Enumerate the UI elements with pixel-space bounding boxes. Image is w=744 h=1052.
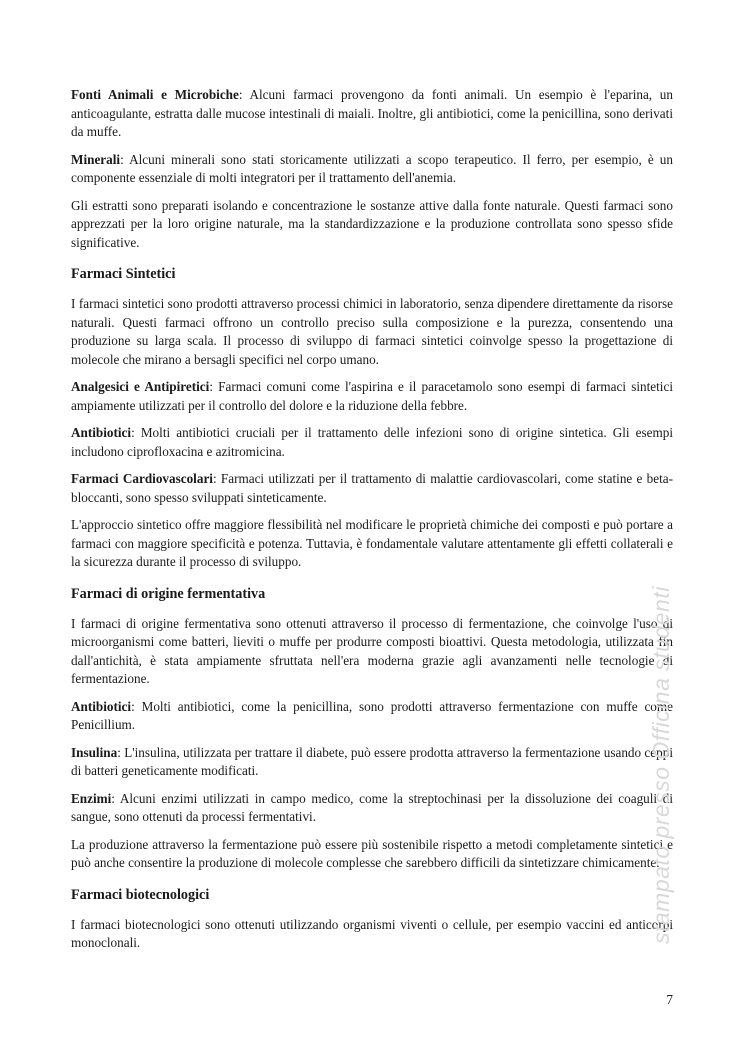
paragraph-text: : Molti antibiotici cruciali per il trattamento delle infezioni sono di origine sintetica. Gli esempi includono ciprofloxacina e azitromicina. — [71, 425, 673, 459]
heading-fermentativa: Farmaci di origine fermentativa — [71, 585, 266, 602]
term-minerali: Minerali — [71, 151, 121, 167]
heading-biotecnologici: Farmaci biotecnologici — [71, 886, 210, 903]
term-cardiovascolari: Farmaci Cardiovascolari — [71, 471, 213, 486]
paragraph-text: : Farmaci comuni come l'aspirina e il paracetamolo sono esempi di farmaci sintetici ampiamente utilizzati per il controllo del dolore e la riduzione della febbre. — [71, 379, 673, 413]
paragraph-approccio-sintetico: L'approccio sintetico offre maggiore flessibilità nel modificare le proprietà chimiche dei composti e può portare a farmaci con maggiore specificità e potenza. Tuttavia, è fondamentale valutare attentamente gli effetti collaterali e la sicurezza durante il processo di sviluppo. — [71, 517, 673, 569]
document-page — [71, 86, 673, 962]
paragraph-fermentativa-intro: I farmaci di origine fermentativa sono ottenuti attraverso il processo di fermentazione, che coinvolge l'uso di microorganismi come batteri, lieviti o muffe per produrre composti bioattivi. Questa metodologia, utilizzata fin dall'antichità, è stata ampiamente sfruttata nell'era moderna grazie agli avanzamenti nelle tecnologie di fermentazione. — [71, 615, 673, 686]
paragraph-text: : Alcuni farmaci provengono da fonti animali. Un esempio è l'eparina, un anticoagulante, estratta dalle mucose intestinali di maiali. Inoltre, gli antibiotici, come la penicillina, sono derivati da muffe. — [71, 87, 673, 139]
paragraph-text: : Farmaci utilizzati per il trattamento di malattie cardiovascolari, come statine e beta-bloccanti, sono spesso sviluppati sinteticamente. — [71, 471, 674, 505]
term-enzimi: Enzimi — [71, 790, 112, 806]
paragraph-enzimi — [71, 790, 673, 827]
page-number: 7 — [666, 992, 673, 1007]
paragraph-insulina — [71, 744, 673, 781]
paragraph-cardiovascolari — [71, 470, 673, 507]
paragraph-estratti: Gli estratti sono preparati isolando e concentrazione le sostanze attive dalla fonte naturale. Questi farmaci sono apprezzati per la loro origine naturale, ma la standardizzazione e la produzione controllata sono spesso sfide significative. — [71, 197, 673, 250]
term-analgesici: Analgesici e Antipiretici — [71, 379, 210, 394]
paragraph-minerali — [71, 151, 673, 188]
paragraph-fonti-animali — [71, 86, 673, 142]
term-fonti-animali: Fonti Animali e Microbiche — [71, 87, 239, 102]
paragraph-biotecnologici-intro: I farmaci biotecnologici sono ottenuti utilizzando organismi viventi o cellule, per esempio vaccini ed anticorpi monoclonali. — [71, 916, 673, 950]
paragraph-text: : Alcuni enzimi utilizzati in campo medico, come la streptochinasi per la dissoluzione dei coaguli di sangue, sono ottenuti da processi fermentativi. — [71, 790, 673, 824]
paragraph-antibiotici-fermentazione — [71, 698, 673, 735]
paragraph-sintetici-intro: I farmaci sintetici sono prodotti attraverso processi chimici in laboratorio, senza dipendere direttamente da risorse naturali. Questi farmaci offrono un controllo preciso sulla composizione e la purezza, consentendo una produzione su larga scala. Il processo di sviluppo di farmaci sintetici coinvolge spesso la progettazione di molecole che mirano a bersagli specifici nel corpo umano. — [71, 296, 673, 367]
term-insulina: Insulina — [71, 744, 118, 760]
term-antibiotici: Antibiotici — [71, 698, 132, 714]
paragraph-analgesici — [71, 378, 673, 415]
paragraph-text: : Alcuni minerali sono stati storicamente utilizzati a scopo terapeutico. Il ferro, per esempio, è un componente essenziale di molti integratori per il trattamento dell'anemia. — [71, 151, 673, 185]
paragraph-produzione-fermentazione: La produzione attraverso la fermentazione può essere più sostenibile rispetto a metodi completamente sintetici e può anche consentire la produzione di molecole complesse che sarebbero difficili da sintetizzare chimicamente. — [71, 836, 673, 870]
paragraph-text: : L'insulina, utilizzata per trattare il diabete, può essere prodotta attraverso la fermentazione usando ceppi di batteri geneticamente modificati. — [71, 744, 673, 778]
watermark-text: stampato presso Officina studenti — [648, 586, 674, 944]
heading-farmaci-sintetici: Farmaci Sintetici — [71, 266, 176, 282]
paragraph-antibiotici-sintetici — [71, 424, 673, 461]
paragraph-text: : Molti antibiotici, come la penicillina, sono prodotti attraverso fermentazione con muffe come Penicillium. — [71, 698, 673, 732]
term-antibiotici: Antibiotici — [71, 425, 132, 440]
